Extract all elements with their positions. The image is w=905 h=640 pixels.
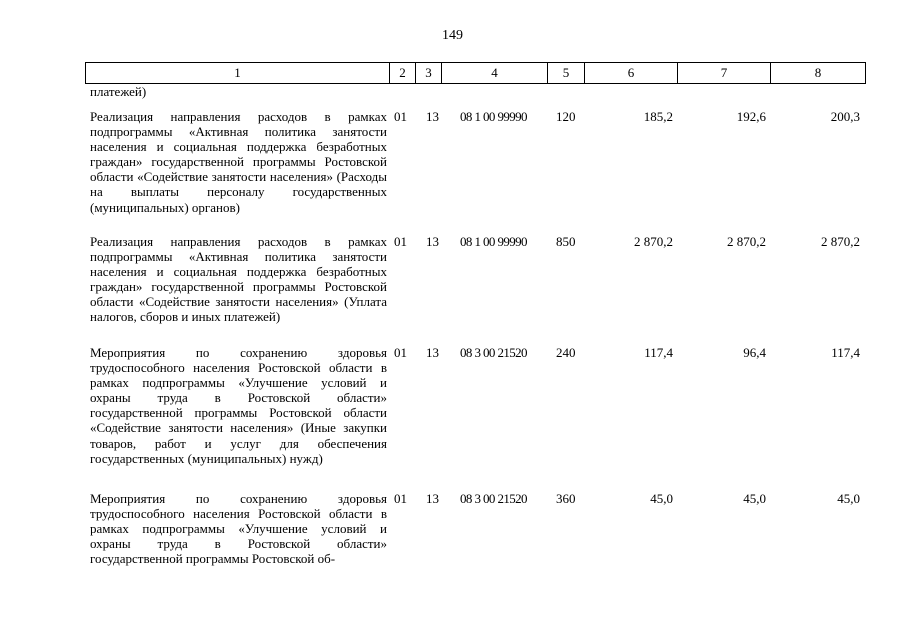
page-number: 149 [442,28,463,43]
row-vr: 120 [556,109,576,124]
header-col-6: 6 [585,63,678,84]
header-col-7: 7 [678,63,771,84]
header-col-3: 3 [416,63,442,84]
row-value-3: 117,4 [831,345,860,360]
row-vr: 240 [556,345,576,360]
row-value-2: 2 870,2 [727,234,766,249]
row-rz: 01 [394,234,407,249]
header-col-1: 1 [86,63,390,84]
header-col-4: 4 [442,63,548,84]
row-rz: 01 [394,491,407,506]
row-pr: 13 [426,109,439,124]
row-name: Реализация направления расходов в рамках подпрограммы «Активная политика занятости населения и социальная поддержка безработных граждан» государственной программы Ростовской области «Содействие занятости населения» (Уплата налогов, сборов и иных платежей) [90,234,387,325]
row-pr: 13 [426,234,439,249]
row-csr: 08 1 00 99990 [460,109,527,124]
column-number-header [85,62,866,84]
row-vr: 360 [556,491,576,506]
row-value-1: 185,2 [643,109,673,124]
row-value-3: 45,0 [837,491,860,506]
row-csr: 08 3 00 21520 [460,491,527,506]
header-col-2: 2 [390,63,416,84]
row-pr: 13 [426,491,439,506]
row-vr: 850 [556,234,576,249]
row-value-2: 45,0 [743,491,766,506]
continuation-text: платежей) [90,84,147,99]
row-csr: 08 3 00 21520 [460,345,527,360]
row-rz: 01 [394,109,407,124]
row-value-1: 45,0 [650,491,673,506]
row-rz: 01 [394,345,407,360]
header-col-5: 5 [548,63,585,84]
row-value-2: 192,6 [736,109,766,124]
row-name: Мероприятия по сохранению здоровья трудоспособного населения Ростовской области в рамках подпрограммы «Улучшение условий и охраны труда в Ростовской области» государственной программы Ростовской об- [90,491,387,567]
row-value-1: 117,4 [644,345,673,360]
row-csr: 08 1 00 99990 [460,234,527,249]
row-name: Мероприятия по сохранению здоровья трудоспособного населения Ростовской области в рамках подпрограммы «Улучшение условий и охраны труда в Ростовской области» государственной программы Ростовской области «Содействие занятости населения» (Иные закупки товаров, работ и услуг для обеспечения государственных (муниципальных) нужд) [90,345,387,466]
header-col-8: 8 [771,63,866,84]
row-value-3: 2 870,2 [821,234,860,249]
row-name: Реализация направления расходов в рамках подпрограммы «Активная политика занятости населения и социальная поддержка безработных граждан» государственной программы Ростовской области «Содействие занятости населения» (Расходы на выплаты персоналу государственных (муниципальных) органов) [90,109,387,215]
row-value-1: 2 870,2 [634,234,673,249]
row-pr: 13 [426,345,439,360]
row-value-2: 96,4 [743,345,766,360]
row-value-3: 200,3 [830,109,860,124]
